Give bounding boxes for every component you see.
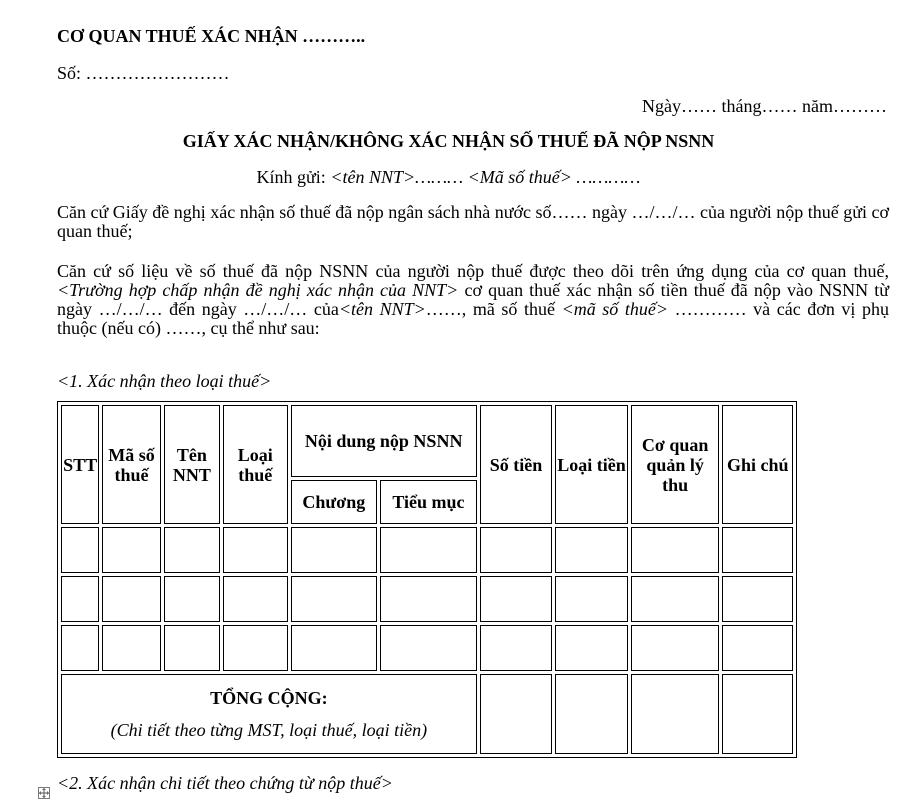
header-tax-code: Mã số thuế	[102, 405, 160, 524]
total-agency-cell[interactable]	[631, 674, 720, 754]
table-cell[interactable]	[102, 576, 160, 622]
tax-confirmation-table	[57, 401, 797, 758]
header-amount: Số tiền	[480, 405, 553, 524]
total-note: (Chi tiết theo từng MST, loại thuế, loại tiền)	[110, 720, 428, 740]
table-cell[interactable]	[380, 527, 477, 573]
table-cell[interactable]	[555, 527, 628, 573]
table-cell[interactable]	[555, 625, 628, 671]
total-amount-cell[interactable]	[480, 674, 553, 754]
table-cell[interactable]	[102, 527, 160, 573]
paragraph2-italic-name: <tên NNT>	[338, 299, 426, 319]
greeting	[0, 166, 897, 188]
table-cell[interactable]	[164, 625, 220, 671]
table-cell[interactable]	[164, 527, 220, 573]
basis-paragraph-1: Căn cứ Giấy đề nghị xác nhận số thuế đã nộp ngân sách nhà nước số…… ngày …/…/… của người nộp thuế gửi cơ quan thuế;	[57, 202, 889, 241]
paragraph2-part2: cơ quan thuế xác nhận số tiền thuế đã nộp vào NSNN từ ngày …/…/… đến ngày …/…/… của	[57, 280, 889, 319]
header-note: Ghi chú	[722, 405, 793, 524]
table-cell[interactable]	[223, 527, 287, 573]
section-2-heading: <2. Xác nhận chi tiết theo chứng từ nộp thuế>	[57, 773, 393, 793]
total-note-cell[interactable]	[722, 674, 793, 754]
table-cell[interactable]	[61, 527, 99, 573]
document-number: Số: ……………………	[57, 63, 230, 83]
header-sub-item: Tiểu mục	[380, 480, 477, 524]
greeting-recipient: <tên NNT>……… <Mã số thuế> …………	[330, 167, 641, 187]
table-row	[61, 576, 793, 622]
document-title: GIẤY XÁC NHẬN/KHÔNG XÁC NHẬN SỐ THUẾ ĐÃ NỘP NSNN	[182, 131, 715, 151]
agency-line: CƠ QUAN THUẾ XÁC NHẬN ………..	[57, 26, 366, 46]
table-cell[interactable]	[631, 576, 720, 622]
table-cell[interactable]	[480, 576, 553, 622]
table-cell[interactable]	[61, 625, 99, 671]
basis-paragraph-2	[57, 262, 889, 338]
total-cell	[61, 674, 477, 754]
date-line: Ngày…… tháng…… năm………	[642, 96, 887, 116]
paragraph2-part4: ………… và các đơn vị phụ thuộc (nếu có) ……, cụ thể như sau:	[57, 299, 889, 338]
header-payment-content: Nội dung nộp NSNN	[291, 405, 477, 477]
paragraph2-italic-tax-code: <mã số thuế>	[561, 299, 669, 319]
header-row	[61, 405, 793, 477]
header-tax-type: Loại thuế	[223, 405, 287, 524]
table-cell[interactable]	[380, 576, 477, 622]
paragraph2-italic-condition: <Trường hợp chấp nhận đề nghị xác nhận của NNT>	[57, 280, 459, 300]
table-row	[61, 527, 793, 573]
table-cell[interactable]	[480, 527, 553, 573]
paragraph2-part1: Căn cứ số liệu về số thuế đã nộp NSNN của người nộp thuế được theo dõi trên ứng dụng của cơ quan thuế,	[57, 261, 889, 281]
table-cell[interactable]	[223, 576, 287, 622]
table-cell[interactable]	[164, 576, 220, 622]
table-cell[interactable]	[722, 527, 793, 573]
header-chapter: Chương	[291, 480, 378, 524]
paragraph2-part3: ……, mã số thuế	[425, 299, 562, 319]
table-row	[61, 625, 793, 671]
table-cell[interactable]	[631, 527, 720, 573]
table-cell[interactable]	[291, 527, 378, 573]
table-cell[interactable]	[223, 625, 287, 671]
table-cell[interactable]	[380, 625, 477, 671]
total-row	[61, 674, 793, 754]
section-1-heading: <1. Xác nhận theo loại thuế>	[57, 371, 272, 391]
table-cell[interactable]	[61, 576, 99, 622]
table-cell[interactable]	[631, 625, 720, 671]
table-move-handle-icon[interactable]	[38, 787, 50, 799]
table-cell[interactable]	[291, 576, 378, 622]
header-taxpayer-name: Tên NNT	[164, 405, 220, 524]
header-currency: Loại tiền	[555, 405, 628, 524]
table-cell[interactable]	[480, 625, 553, 671]
table-cell[interactable]	[722, 625, 793, 671]
table-cell[interactable]	[722, 576, 793, 622]
table-cell[interactable]	[291, 625, 378, 671]
table-cell[interactable]	[555, 576, 628, 622]
header-managing-agency: Cơ quan quản lý thu	[631, 405, 720, 524]
total-currency-cell[interactable]	[555, 674, 628, 754]
table-cell[interactable]	[102, 625, 160, 671]
header-stt: STT	[61, 405, 99, 524]
greeting-prefix: Kính gửi:	[256, 167, 331, 187]
total-label: TỔNG CỘNG:	[210, 688, 328, 708]
